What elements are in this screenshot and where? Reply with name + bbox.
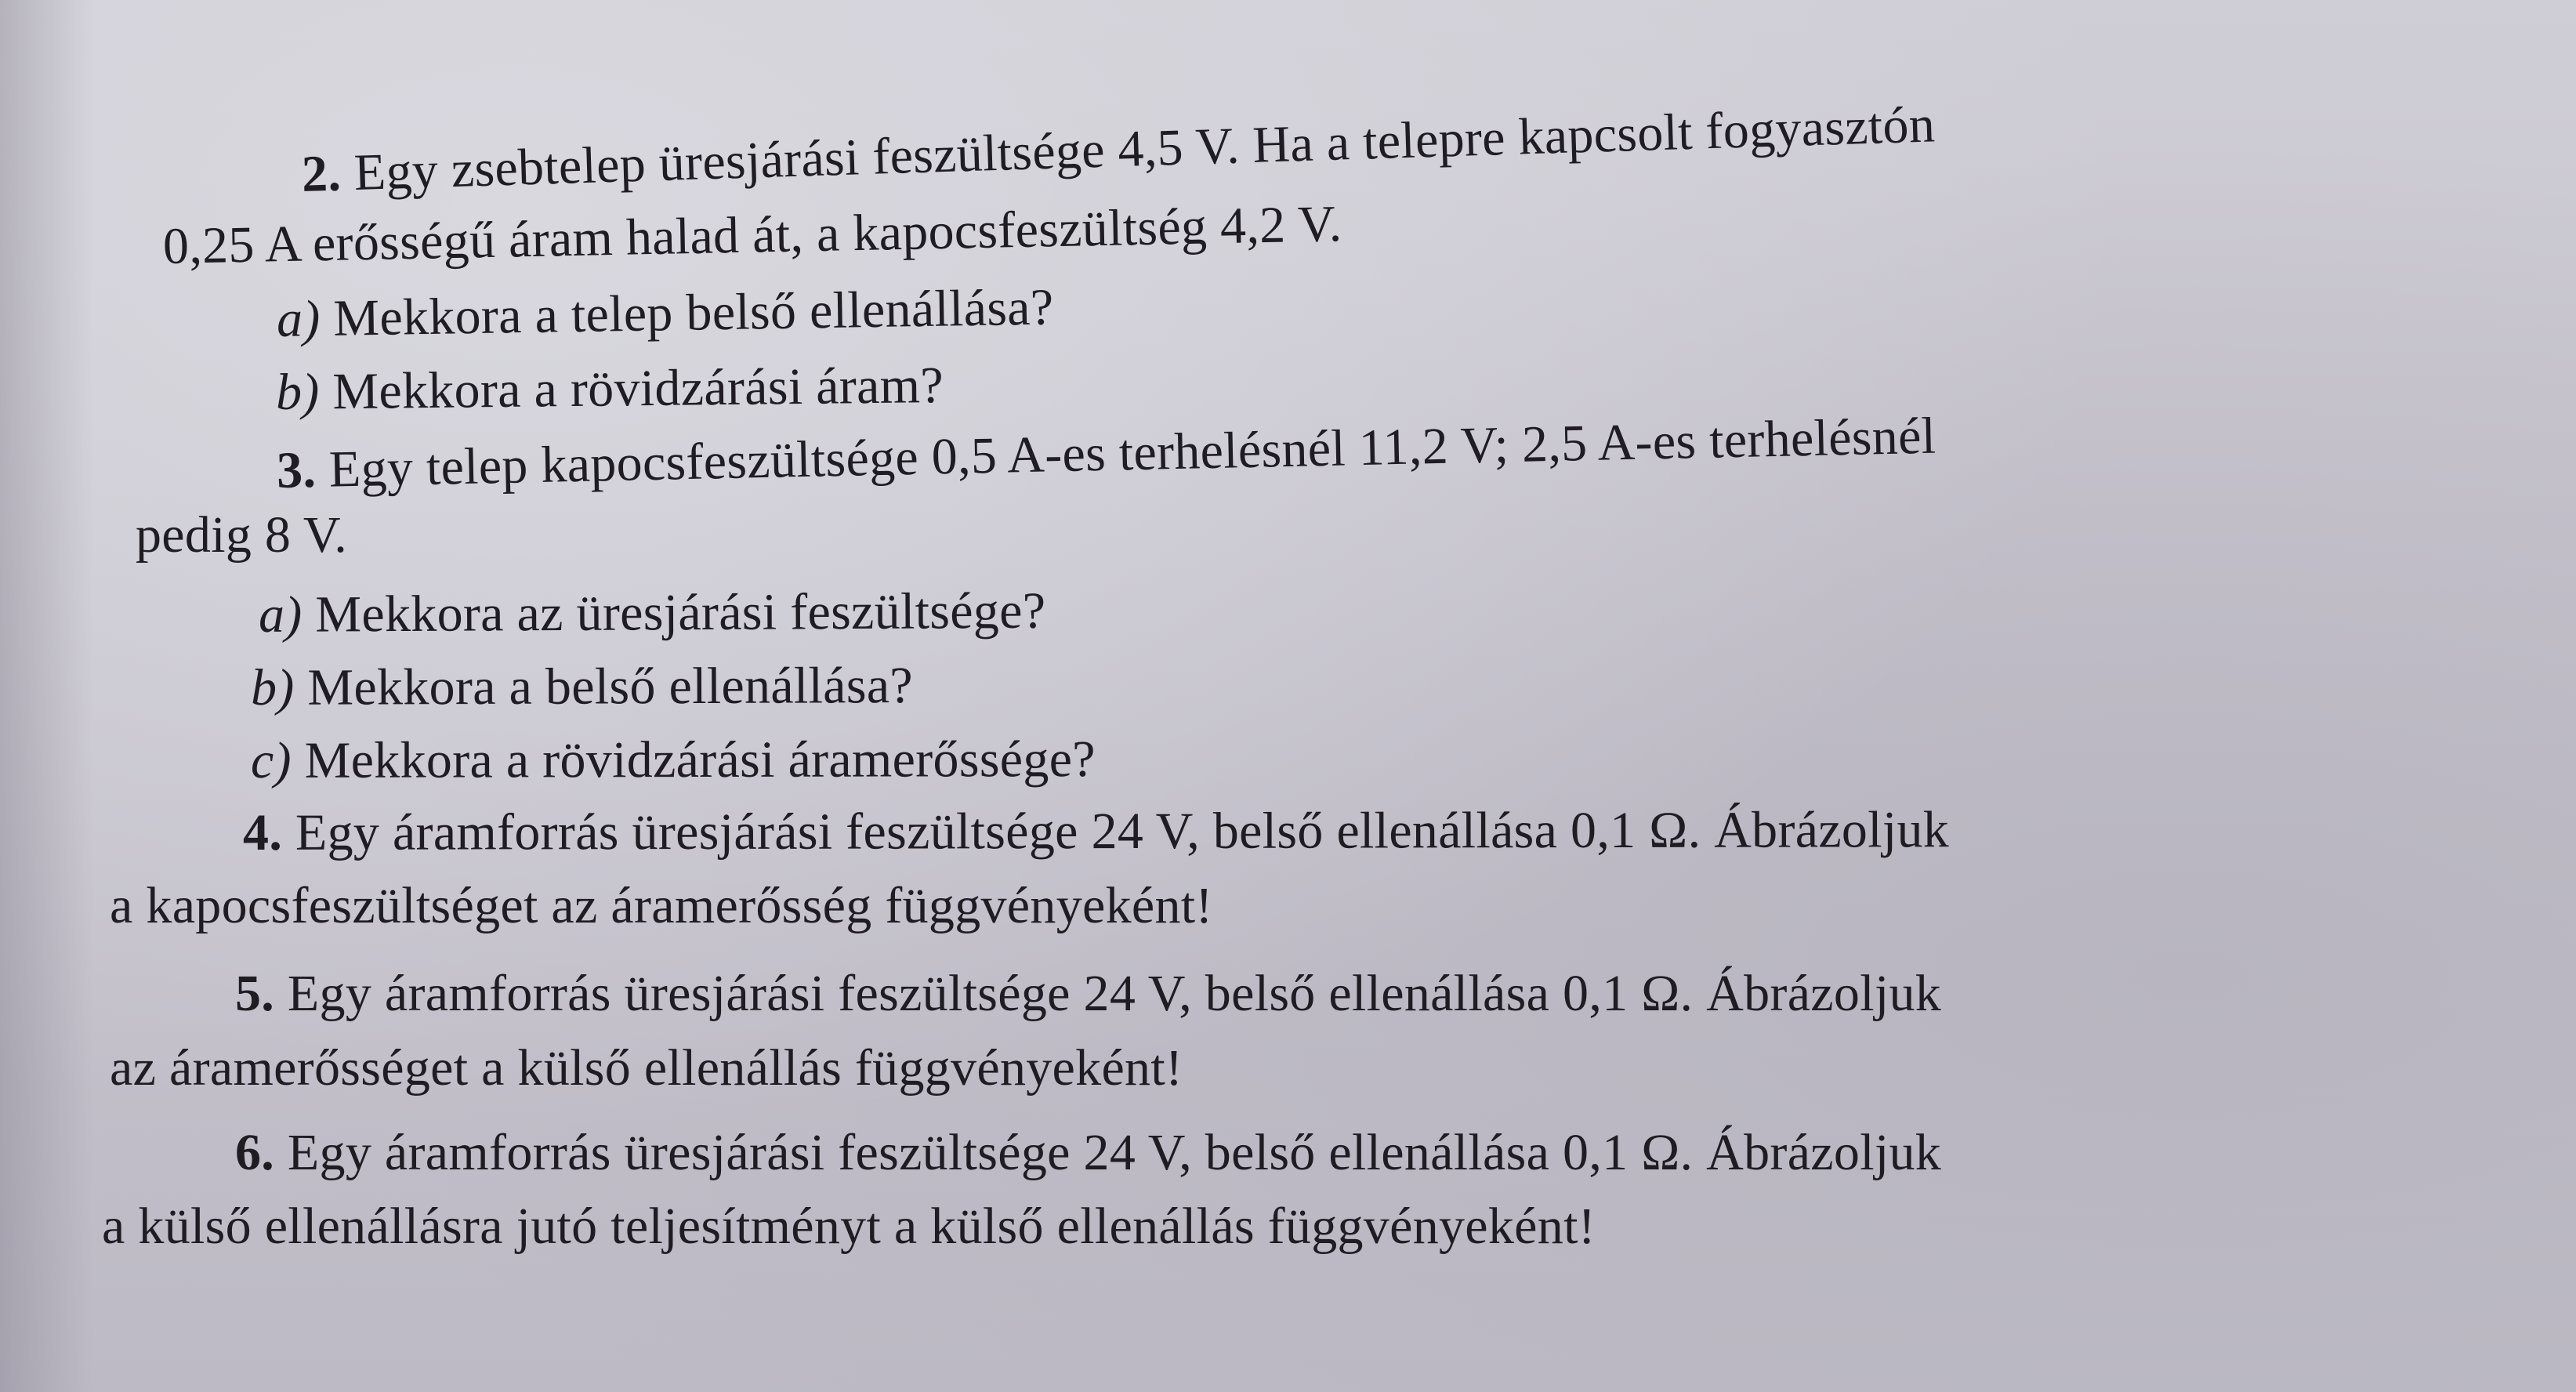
- problem-2-text-2: 0,25 A erősségű áram halad át, a kapocsfeszültség 4,2 V.: [162, 195, 1342, 275]
- problem-3-item-b-label: b): [250, 658, 295, 716]
- problem-3-item-c-label: c): [250, 731, 292, 789]
- problem-6-number: 6.: [235, 1124, 275, 1181]
- page-shadow: [0, 0, 94, 1392]
- problem-3-line-2: [136, 506, 348, 564]
- problem-5-line-1: [235, 965, 1942, 1022]
- problem-2-item-b-label: b): [275, 363, 320, 421]
- problem-3-text-2: pedig 8 V.: [136, 506, 348, 564]
- problem-3-item-a-label: a): [258, 585, 303, 643]
- problem-2-line-1: [301, 83, 2465, 201]
- problem-5-line-2: [110, 1039, 1183, 1097]
- problem-4-line-1: [242, 801, 1950, 861]
- problem-2-line-2: [162, 195, 1342, 275]
- problem-4-number: 4.: [242, 803, 283, 861]
- problem-6-text-1: Egy áramforrás üresjárási feszültsége 24 V, belső ellenállása 0,1 Ω. Ábrázoljuk: [287, 1124, 1942, 1181]
- problem-2-item-a-label: a): [276, 290, 321, 348]
- problem-5-text-1: Egy áramforrás üresjárási feszültsége 24 V, belső ellenállása 0,1 Ω. Ábrázoljuk: [287, 965, 1942, 1022]
- problem-2-item-b-text: Mekkora a rövidzárási áram?: [332, 357, 944, 421]
- problem-2-text-1: Egy zsebtelep üresjárási feszültsége 4,5 V. Ha a telepre kapcsolt fogyasztón: [353, 96, 1937, 201]
- problem-6-text-2: a külső ellenállásra jutó teljesítményt a külső ellenállás függvényeként!: [102, 1198, 1596, 1255]
- problem-2-item-a: [276, 278, 1054, 348]
- problem-5-text-2: az áramerősséget a külső ellenállás függvényeként!: [110, 1039, 1183, 1097]
- problem-2-number: 2.: [300, 144, 342, 203]
- problem-4-text-1: Egy áramforrás üresjárási feszültsége 24 V, belső ellenállása 0,1 Ω. Ábrázoljuk: [295, 801, 1950, 861]
- problem-3-line-1: [276, 407, 1937, 499]
- problem-4-text-2: a kapocsfeszültséget az áramerősség függvényeként!: [110, 877, 1213, 934]
- problem-3-item-a: [258, 582, 1046, 643]
- problem-3-item-a-text: Mekkora az üresjárási feszültsége?: [315, 582, 1046, 643]
- problem-4-line-2: [110, 877, 1213, 934]
- problem-3-item-c-text: Mekkora a rövidzárási áramerőssége?: [304, 730, 1096, 789]
- problem-3-item-b: [250, 657, 914, 716]
- problem-5-number: 5.: [235, 965, 275, 1022]
- problem-6-line-1: [235, 1124, 1942, 1181]
- problem-3-text-1: Egy telep kapocsfeszültsége 0,5 A-es terhelésnél 11,2 V; 2,5 A-es terhelésnél: [328, 407, 1937, 498]
- problem-6-line-2: [102, 1198, 1596, 1255]
- problem-3-item-b-text: Mekkora a belső ellenállása?: [307, 657, 914, 716]
- problem-2-item-a-text: Mekkora a telep belső ellenállása?: [332, 278, 1054, 347]
- problem-3-number: 3.: [276, 440, 317, 499]
- problem-3-item-c: [250, 730, 1096, 789]
- problem-2-item-b: [275, 357, 944, 421]
